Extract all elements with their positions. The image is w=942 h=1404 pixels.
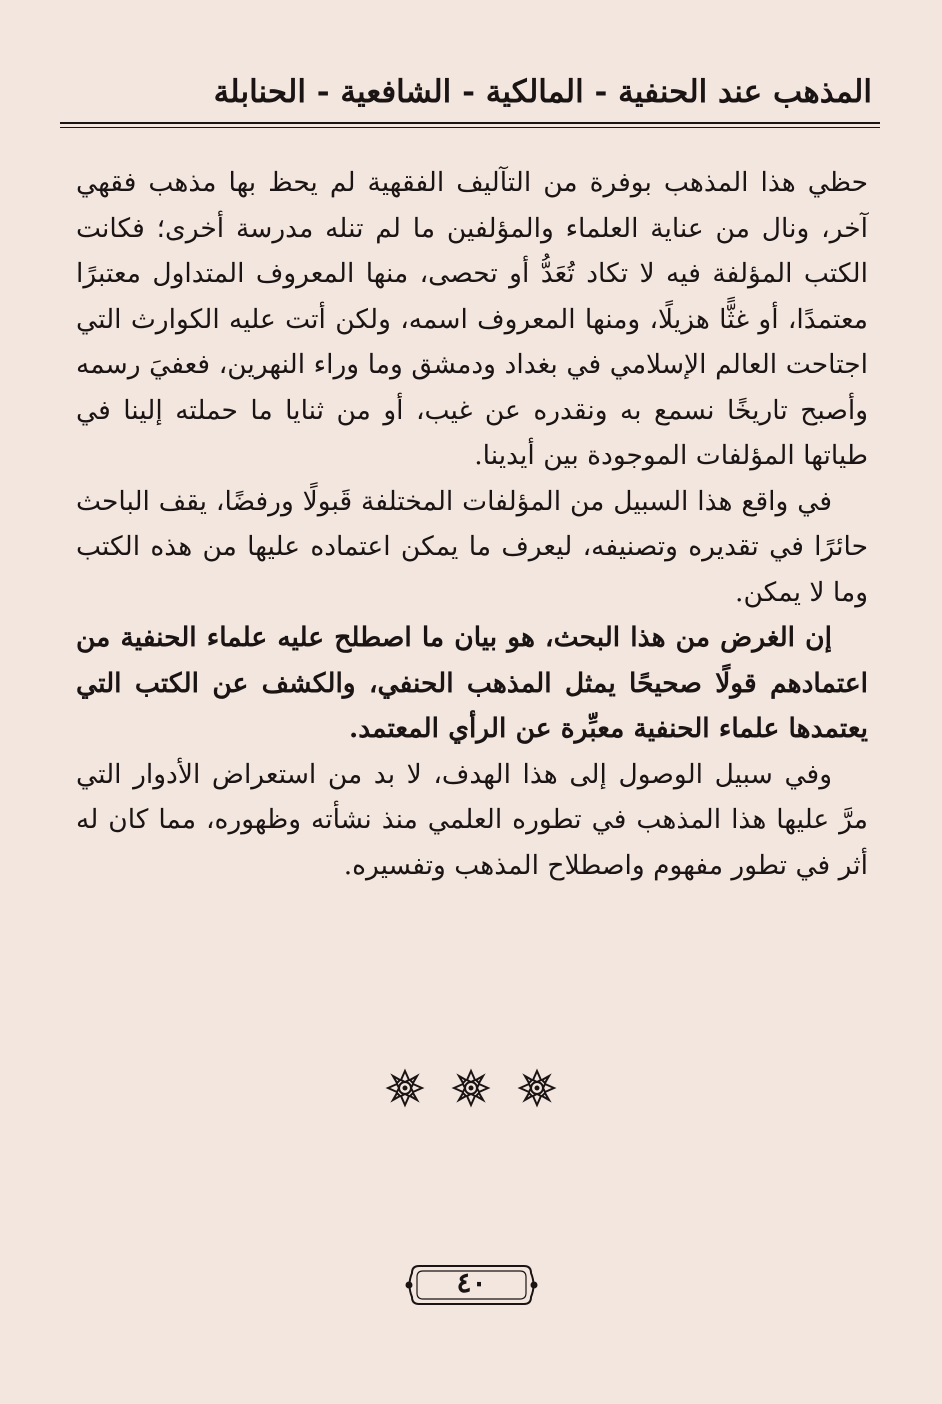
rosette-icon [451, 1068, 491, 1108]
rosette-icon [517, 1068, 557, 1108]
paragraph-1: حظي هذا المذهب بوفرة من التآليف الفقهية لم يحظ بها مذهب فقهي آخر، ونال من عناية العلماء والمؤلفين ما لم تنله مدرسة أخرى؛ فكانت الكتب المؤلفة فيه لا تكاد تُعَدُّ أو تحصى، منها المعروف المتداول معتبرًا معتمدًا، أو غثًّا هزيلًا، ومنها المعروف اسمه، ولكن أتت عليه الكوارث التي اجتاحت العالم الإسلامي في بغداد ودمشق وما وراء النهرين، فعفيَ رسمه وأصبح تاريخًا نسمع به ونقدره عن غيب، أو من ثنايا ما حملته إلينا في طياتها المؤلفات الموجودة بين أيدينا. [76, 167, 868, 471]
paragraph-4: وفي سبيل الوصول إلى هذا الهدف، لا بد من استعراض الأدوار التي مرَّ عليها هذا المذهب في تطوره العلمي منذ نشأته وظهوره، مما كان له أثر في تطور مفهوم واصطلاح المذهب وتفسيره. [76, 758, 868, 881]
body-text [76, 160, 868, 888]
rosette-icon [385, 1068, 425, 1108]
page-number: ٤٠ [456, 1266, 487, 1299]
header-title: المذهب عند الحنفية - المالكية - الشافعية - الحنابلة [213, 74, 872, 110]
header-rule-thin [60, 127, 880, 128]
paragraph-3-bold: إن الغرض من هذا البحث، هو بيان ما اصطلح عليه علماء الحنفية من اعتمادهم قولًا صحيحًا يمثل المذهب الحنفي، والكشف عن الكتب التي يعتمدها علماء الحنفية معبِّرة عن الرأي المعتمد. [76, 622, 868, 744]
running-header [60, 66, 880, 126]
header-rule [60, 122, 880, 124]
section-ornaments [0, 1068, 942, 1108]
paragraph-2: في واقع هذا السبيل من المؤلفات المختلفة قَبولًا ورفضًا، يقف الباحث حائرًا في تقديره وتصنيفه، ليعرف ما يمكن اعتماده عليها من هذه الكتب وما لا يمكن. [76, 485, 868, 608]
